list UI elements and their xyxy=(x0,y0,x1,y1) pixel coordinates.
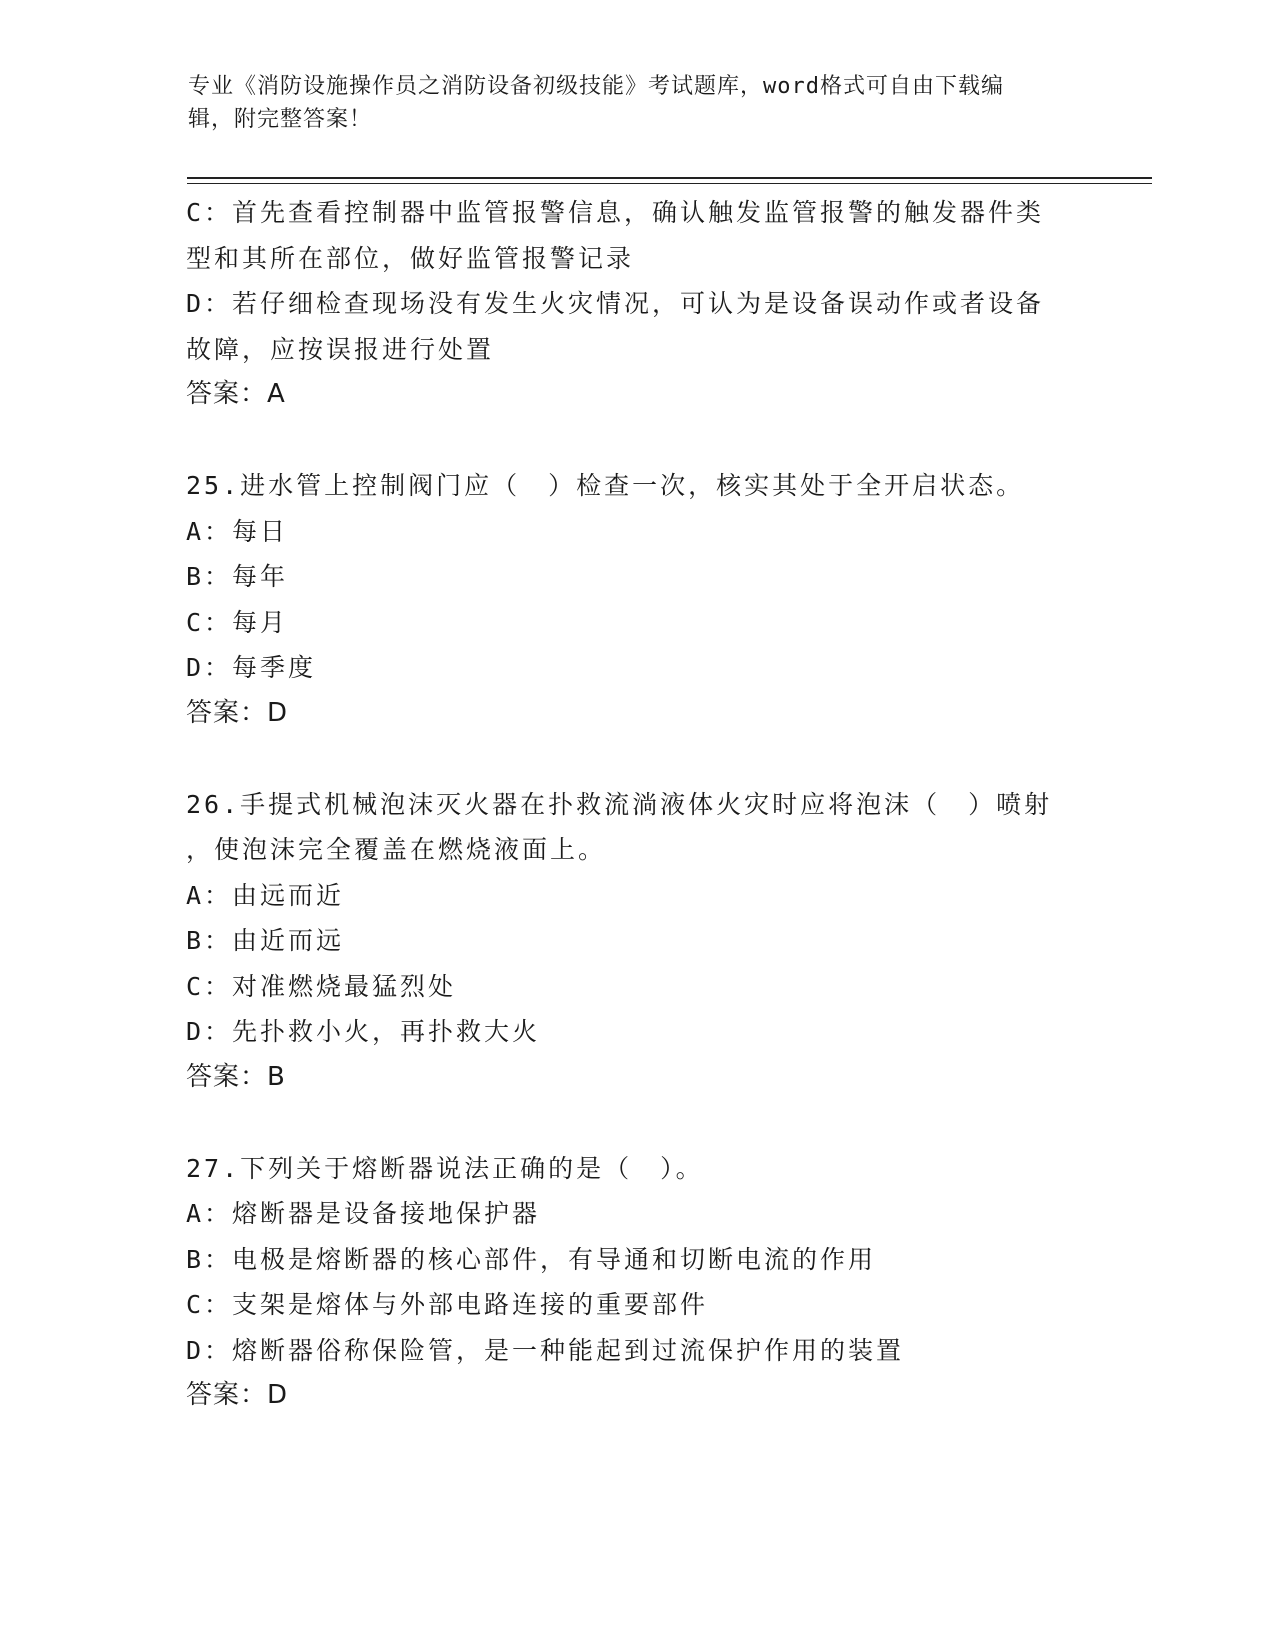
option-c: C：每月 xyxy=(186,607,289,637)
question-26 xyxy=(186,782,1086,1101)
question-27 xyxy=(186,1146,1086,1419)
header-divider-thick xyxy=(187,177,1152,179)
question-25 xyxy=(186,463,1086,736)
option-a: A：熔断器是设备接地保护器 xyxy=(186,1199,541,1228)
option-c-line-1: C：首先查看控制器中监管报警信息，确认触发监管报警的触发器件类 xyxy=(186,198,1045,227)
question-24-continued xyxy=(186,190,1086,418)
spacer xyxy=(186,418,1086,464)
option-b: B：每年 xyxy=(186,562,289,591)
document-header xyxy=(188,70,1068,136)
answer-label: 答案：B xyxy=(186,1061,286,1092)
header-line-2: 辑，附完整答案！ xyxy=(188,107,373,132)
header-divider-thin xyxy=(187,183,1152,184)
option-b: B：由近而远 xyxy=(186,926,345,955)
option-b: B：电极是熔断器的核心部件，有导通和切断电流的作用 xyxy=(186,1244,877,1274)
option-d: D：先扑救小火，再扑救大火 xyxy=(186,1017,541,1046)
question-stem-line-2: ，使泡沫完全覆盖在燃烧液面上。 xyxy=(186,835,607,864)
option-d: D：熔断器俗称保险管，是一种能起到过流保护作用的装置 xyxy=(186,1335,905,1365)
option-c: C：支架是熔体与外部电路连接的重要部件 xyxy=(186,1290,709,1319)
option-a: A：由远而近 xyxy=(186,880,345,910)
spacer xyxy=(186,1100,1086,1146)
question-stem: 27.下列关于熔断器说法正确的是（ ）。 xyxy=(186,1153,704,1183)
answer-label: 答案：A xyxy=(186,379,286,409)
question-stem: 25.进水管上控制阀门应（ ）检查一次，核实其处于全开启状态。 xyxy=(186,471,1025,500)
spacer xyxy=(186,736,1086,782)
option-d: D：每季度 xyxy=(186,653,317,682)
header-line-1: 专业《消防设施操作员之消防设备初级技能》考试题库，word格式可自由下载编 xyxy=(188,74,1004,99)
option-d-line-2: 故障，应按误报进行处置 xyxy=(186,334,495,364)
option-d-line-1: D：若仔细检查现场没有发生火灾情况，可认为是设备误动作或者设备 xyxy=(186,289,1045,318)
answer-label: 答案：D xyxy=(186,1380,289,1410)
question-list xyxy=(186,190,1086,1419)
option-c-line-2: 型和其所在部位，做好监管报警记录 xyxy=(186,243,635,273)
question-stem-line-1: 26.手提式机械泡沫灭火器在扑救流淌液体火灾时应将泡沫（ ）喷射 xyxy=(186,789,1053,819)
option-c: C：对准燃烧最猛烈处 xyxy=(186,971,457,1001)
option-a: A：每日 xyxy=(186,516,289,546)
answer-label: 答案：D xyxy=(186,697,289,728)
